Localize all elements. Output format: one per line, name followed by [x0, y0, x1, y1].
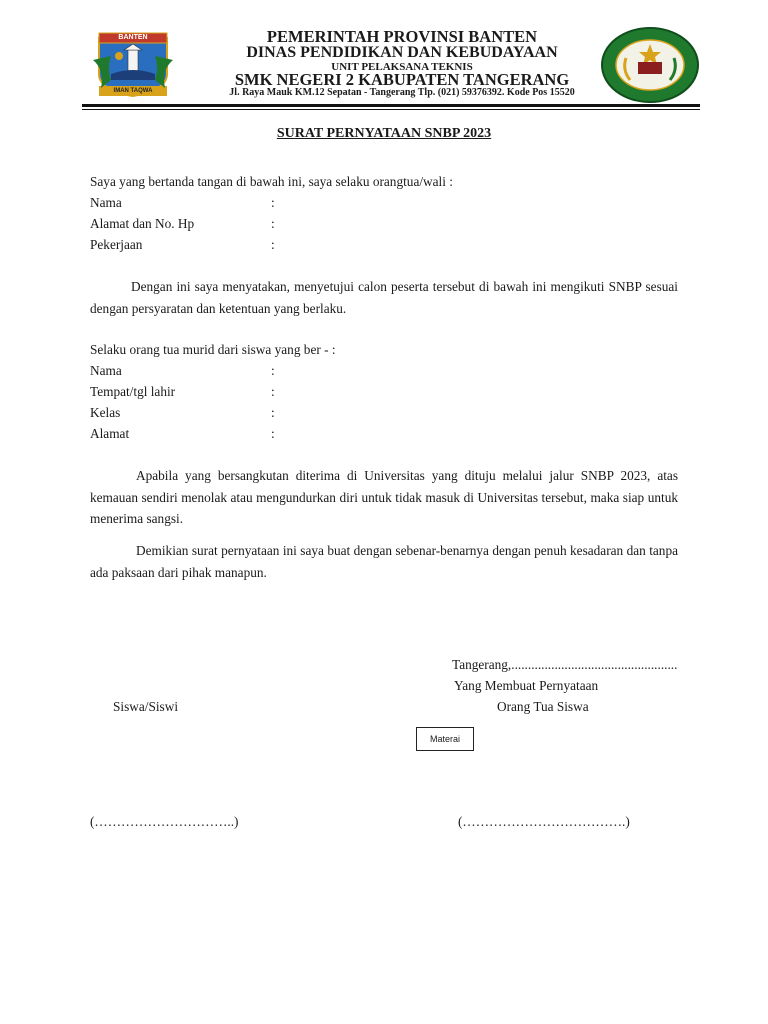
parent-field-address-colon: :	[271, 216, 275, 231]
place-date: Tangerang,..................................................	[452, 657, 678, 672]
letterhead-unit: UNIT PELAKSANA TEKNIS	[331, 61, 473, 73]
student-field-name-colon: :	[271, 363, 275, 378]
banten-logo-bottom-text: IMAN TAQWA	[113, 88, 153, 94]
parent-field-name: Nama	[90, 195, 122, 210]
letterhead-address: Jl. Raya Mauk KM.12 Sepatan - Tangerang Tlp. (021) 59376392. Kode Pos 15520	[229, 87, 575, 98]
student-field-address: Alamat	[90, 426, 130, 441]
parent-signature-label: Orang Tua Siswa	[497, 699, 589, 714]
stamp-box: Materai	[416, 727, 474, 751]
parent-signature-line: (……………………………….)	[458, 814, 630, 829]
student-signature-label: Siswa/Siswi	[113, 699, 179, 714]
parent-field-job-colon: :	[271, 237, 275, 252]
sanction-paragraph: Apabila yang bersangkutan diterima di Universitas yang dituju melalui jalur SNBP 2023, atas kemauan sendiri menolak atau mengundurkan diri untuk tidak masuk di Universitas tersebut, maka siap untuk menerima sangsi.	[90, 468, 678, 526]
intro-text: Saya yang bertanda tangan di bawah ini, saya selaku orangtua/wali :	[90, 174, 453, 189]
student-field-name: Nama	[90, 363, 122, 378]
letterhead-province: PEMERINTAH PROVINSI BANTEN	[266, 27, 538, 46]
banten-logo-top-text: BANTEN	[118, 34, 148, 41]
student-field-address-colon: :	[271, 426, 275, 441]
student-field-birth: Tempat/tgl lahir	[90, 384, 176, 399]
student-field-class-colon: :	[271, 405, 275, 420]
letterhead-rule-thick	[82, 104, 700, 107]
student-signature-line: (…………………………..)	[90, 814, 239, 829]
consent-paragraph: Dengan ini saya menyatakan, menyetujui calon peserta tersebut di bawah ini mengikuti SNBP sesuai dengan persyaratan dan ketentuan yang berlaku.	[90, 279, 678, 316]
parent-field-name-colon: :	[271, 195, 275, 210]
document-title: SURAT PERNYATAAN SNBP 2023	[276, 126, 492, 141]
letterhead-school: SMK NEGERI 2 KABUPATEN TANGERANG	[234, 70, 570, 89]
parent-field-address: Alamat dan No. Hp	[90, 216, 195, 231]
closing-paragraph: Demikian surat pernyataan ini saya buat dengan sebenar-benarnya dengan penuh kesadaran dan tanpa ada paksaan dari pihak manapun.	[90, 543, 678, 580]
letterhead-rule-thin	[82, 109, 700, 110]
letterhead-department: DINAS PENDIDIKAN DAN KEBUDAYAAN	[246, 44, 558, 61]
student-intro-text: Selaku orang tua murid dari siswa yang ber - :	[90, 342, 336, 357]
student-field-birth-colon: :	[271, 384, 275, 399]
student-field-class: Kelas	[90, 405, 121, 420]
parent-field-job: Pekerjaan	[90, 237, 143, 252]
made-by-label: Yang Membuat Pernyataan	[454, 678, 599, 693]
